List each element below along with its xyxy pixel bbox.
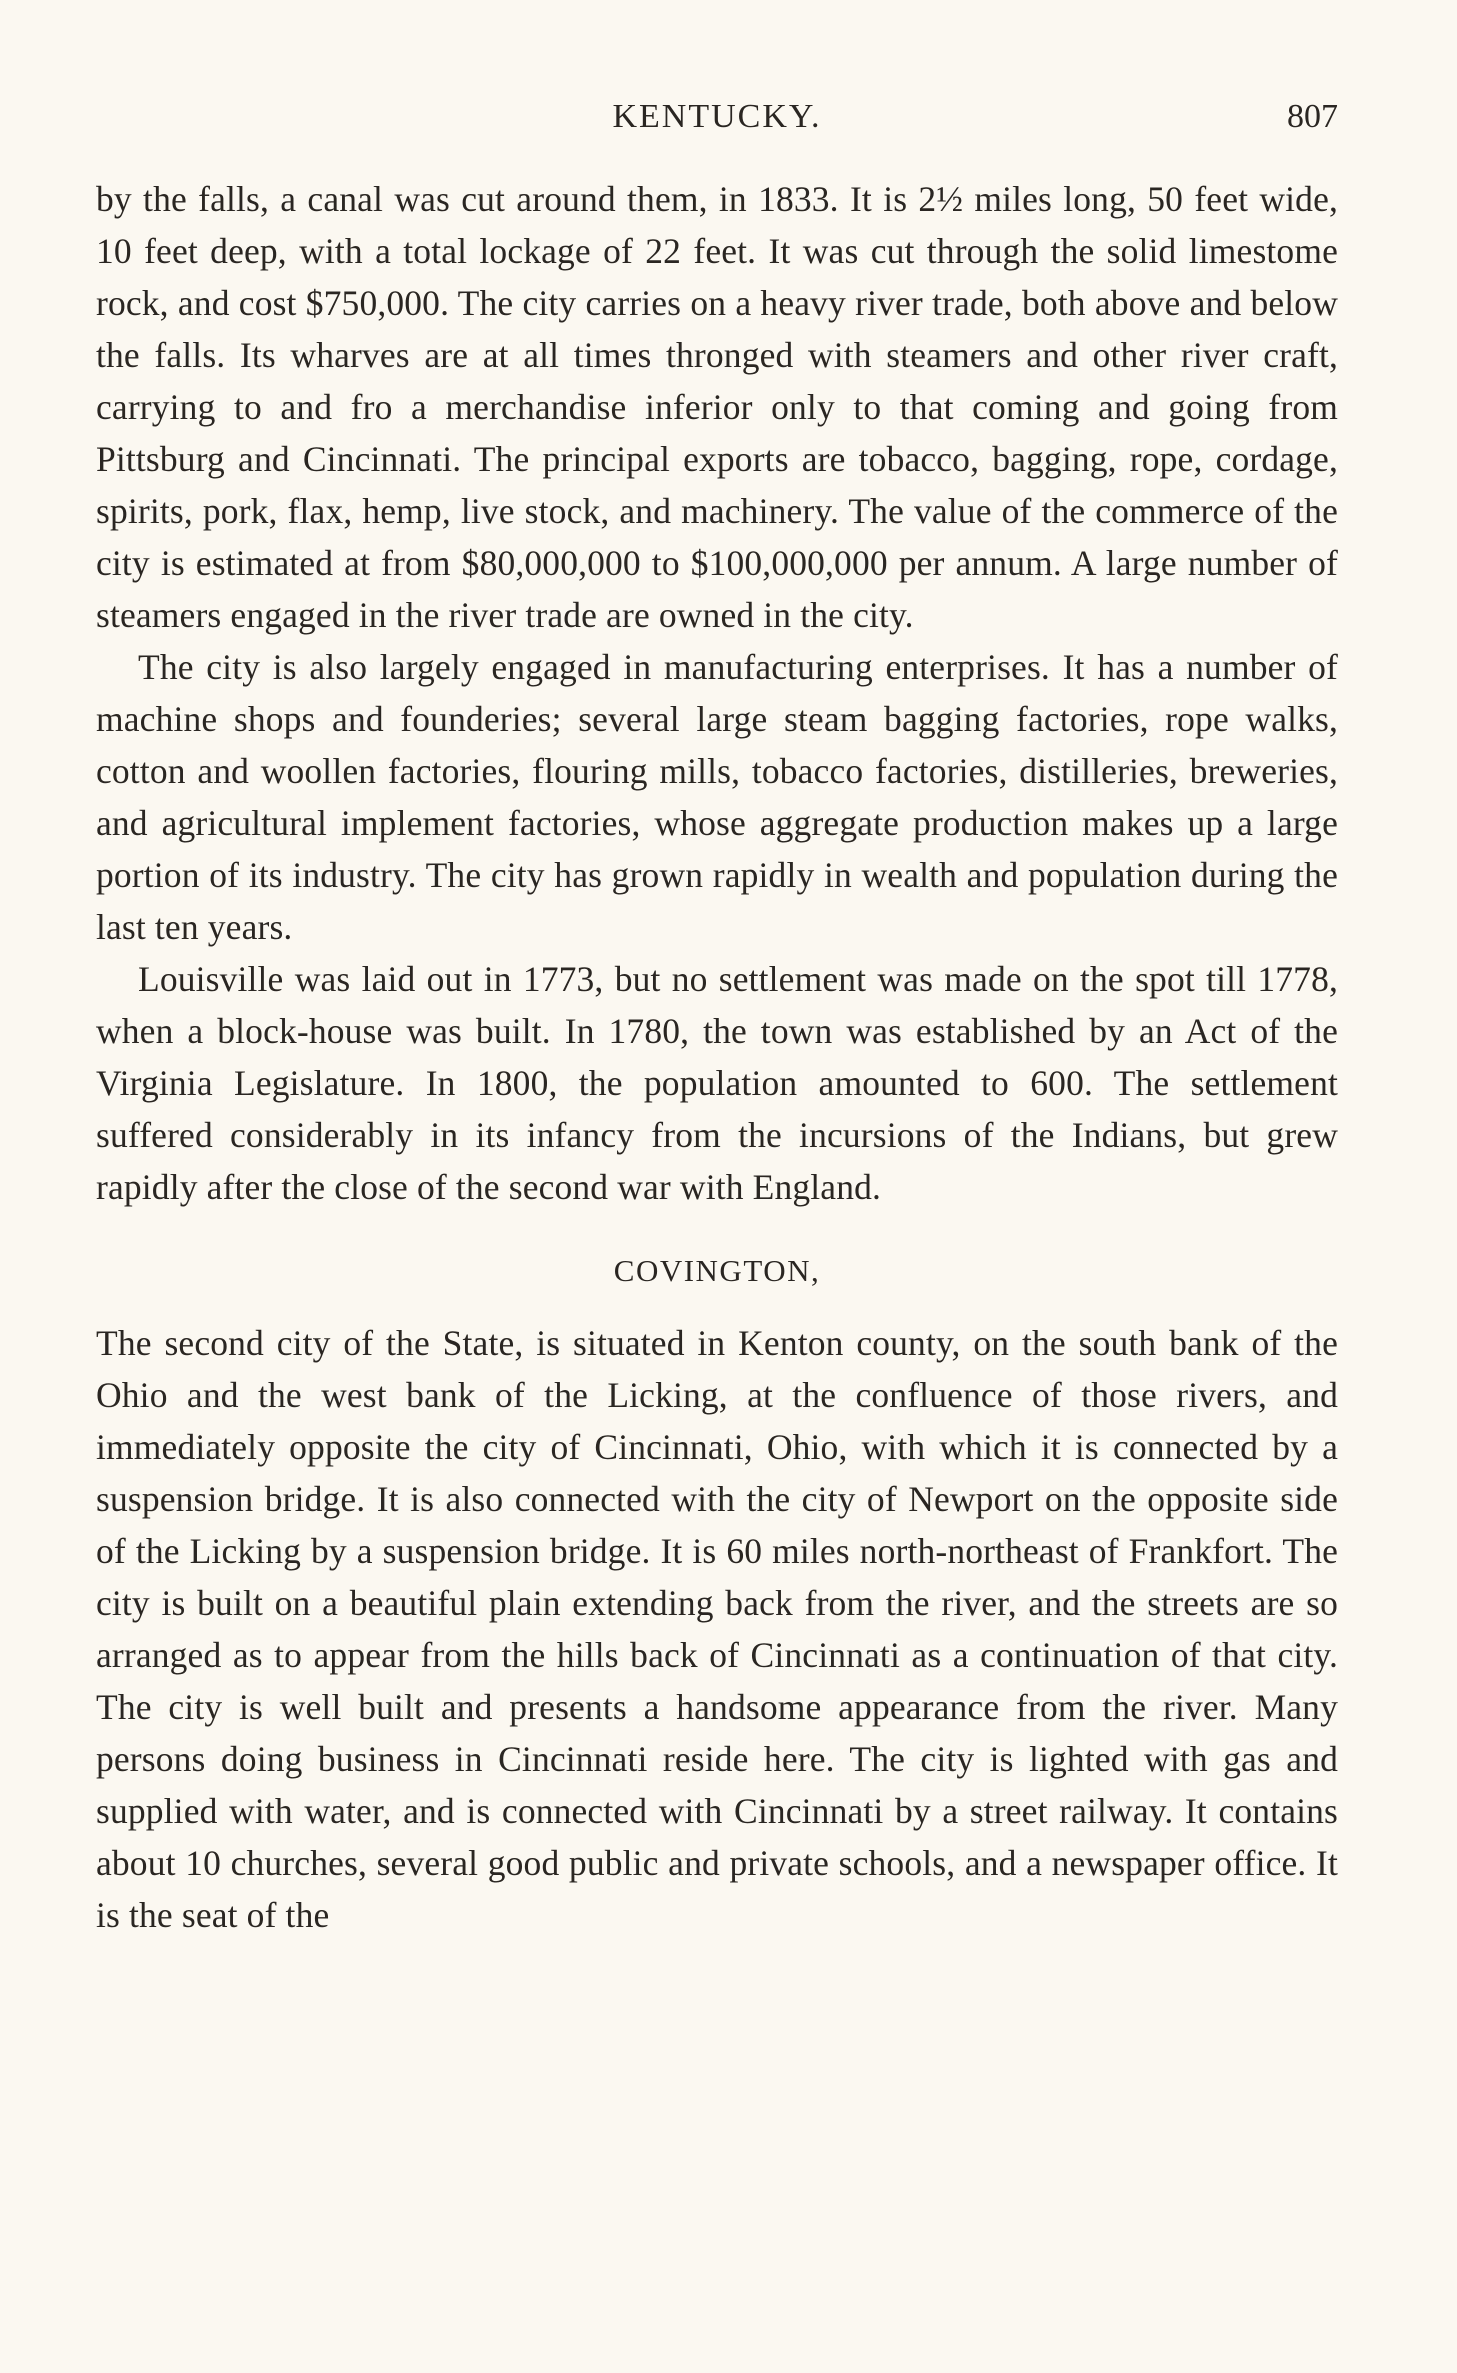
paragraph-covington: The second city of the State, is situated in Kenton county, on the south bank of the Ohio and the west bank of the Licking, at the confluence of those rivers, and immediately opposite the city of Cincinnati, Ohio, with which it is connected by a suspension bridge. It is also connected with the city of Newport on the opposite side of the Licking by a suspension bridge. It is 60 miles north-northeast of Frankfort. The city is built on a beautiful plain extending back from the river, and the streets are so arranged as to appear from the hills back of Cincinnati as a continuation of that city. The city is well built and presents a handsome appearance from the river. Many persons doing business in Cincinnati reside here. The city is lighted with gas and supplied with water, and is connected with Cincinnati by a street railway. It contains about 10 churches, several good public and private schools, and a newspaper office. It is the seat of the <box>96 1323 1338 1935</box>
running-head <box>96 92 1338 142</box>
paragraph-manufacturing: The city is also largely engaged in manufacturing enterprises. It has a number of machine shops and founderies; several large steam bagging factories, rope walks, cotton and woollen factories, flouring mills, tobacco factories, distilleries, breweries, and agricultural implement factories, whose aggregate production makes up a large portion of its industry. The city has grown rapidly in wealth and population during the last ten years. <box>96 647 1338 947</box>
paragraph-falls-canal: by the falls, a canal was cut around them, in 1833. It is 2½ miles long, 50 feet wide, 10 feet deep, with a total lockage of 22 feet. It was cut through the solid limestome rock, and cost $750,000. The city carries on a heavy river trade, both above and below the falls. Its wharves are at all times thronged with steamers and other river craft, carrying to and fro a merchandise inferior only to that coming and going from Pittsburg and Cincinnati. The principal exports are tobacco, bagging, rope, cordage, spirits, pork, flax, hemp, live stock, and machinery. The value of the commerce of the city is estimated at from $80,000,000 to $100,000,000 per annum. A large number of steamers engaged in the river trade are owned in the city. <box>96 179 1338 635</box>
running-head-title: KENTUCKY. <box>612 98 822 135</box>
body-text <box>96 173 1338 1941</box>
page-number: 807 <box>1287 98 1338 135</box>
paragraph-louisville-history: Louisville was laid out in 1773, but no settlement was made on the spot till 1778, when a block-house was built. In 1780, the town was established by an Act of the Virginia Legislature. In 1800, the population amounted to 600. The settlement suffered considerably in its infancy from the incursions of the Indians, but grew rapidly after the close of the second war with England. <box>96 959 1338 1207</box>
section-heading-covington: COVINGTON, <box>613 1253 821 1288</box>
